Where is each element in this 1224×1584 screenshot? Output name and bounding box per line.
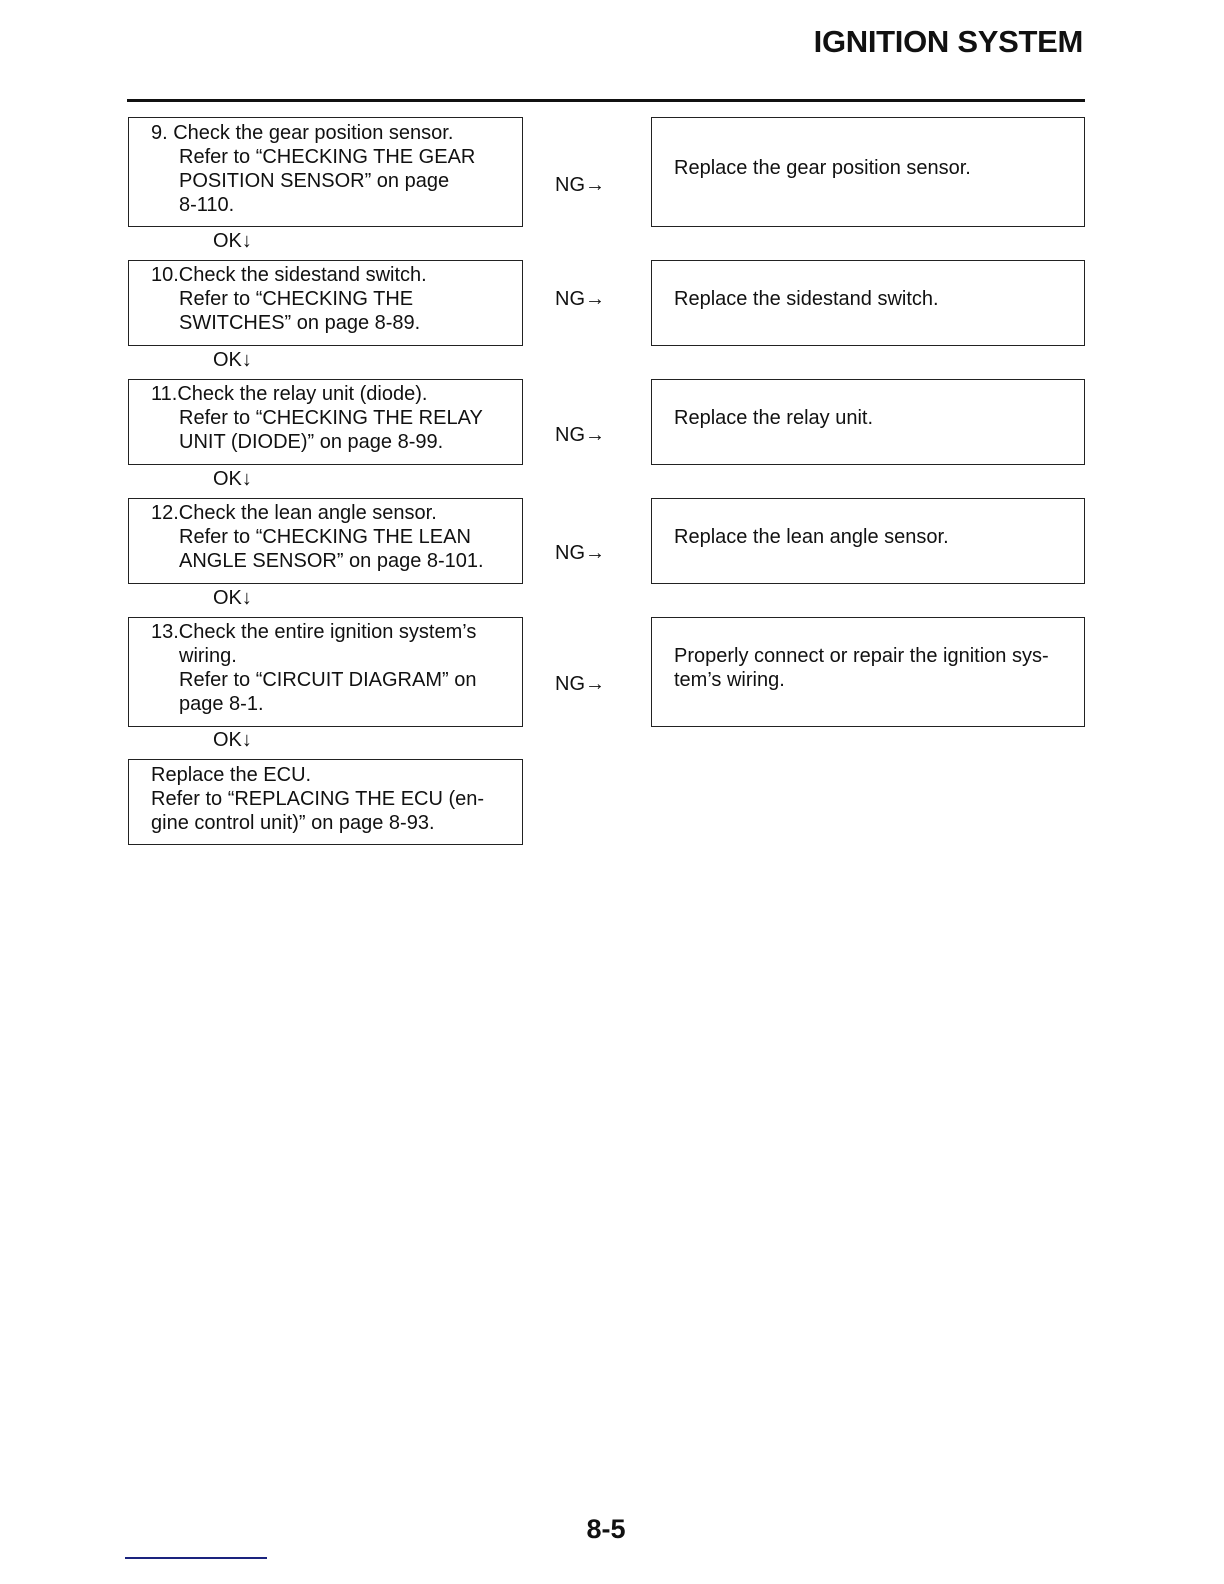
ng-arrow: NG→	[555, 424, 605, 446]
step-text: 13.Check the entire ignition system’s	[151, 621, 477, 643]
step-text: UNIT (DIODE)” on page 8-99.	[179, 431, 444, 453]
step-text: POSITION SENSOR” on page	[179, 170, 450, 192]
action-text: Properly connect or repair the ignition sys-	[674, 645, 1049, 667]
footer-link-line	[125, 1557, 267, 1559]
page-number: 8-5	[586, 1514, 626, 1544]
action-text: tem’s wiring.	[674, 669, 785, 691]
action-text: Replace the relay unit.	[674, 407, 874, 429]
step-text: 9. Check the gear position sensor.	[151, 122, 454, 144]
ok-arrow: OK↓	[213, 468, 252, 490]
step-text: page 8-1.	[179, 693, 264, 715]
step-text: Refer to “CHECKING THE	[179, 288, 414, 310]
ok-arrow: OK↓	[213, 729, 252, 751]
step-text: Refer to “CHECKING THE GEAR	[179, 146, 476, 168]
step-text: Refer to “CHECKING THE RELAY	[179, 407, 483, 429]
action-text: Replace the gear position sensor.	[674, 157, 971, 179]
final-text: Replace the ECU.	[151, 764, 312, 786]
step-text: 12.Check the lean angle sensor.	[151, 502, 437, 524]
step-text: ANGLE SENSOR” on page 8-101.	[179, 550, 484, 572]
header-rule	[127, 99, 1085, 102]
step-text: 11.Check the relay unit (diode).	[151, 383, 428, 405]
step-text: Refer to “CHECKING THE LEAN	[179, 526, 471, 548]
final-text: gine control unit)” on page 8-93.	[151, 812, 435, 834]
step-text: Refer to “CIRCUIT DIAGRAM” on	[179, 669, 477, 691]
ng-arrow: NG→	[555, 673, 605, 695]
step-text: SWITCHES” on page 8-89.	[179, 312, 421, 334]
ng-arrow: NG→	[555, 174, 605, 196]
step-text: 8-110.	[179, 194, 235, 216]
action-text: Replace the lean angle sensor.	[674, 526, 949, 548]
ok-arrow: OK↓	[213, 349, 252, 371]
ok-arrow: OK↓	[213, 587, 252, 609]
section-title: IGNITION SYSTEM	[813, 24, 1083, 59]
ok-arrow: OK↓	[213, 230, 252, 252]
action-text: Replace the sidestand switch.	[674, 288, 939, 310]
step-text: 10.Check the sidestand switch.	[151, 264, 427, 286]
ng-arrow: NG→	[555, 288, 605, 310]
step-text: wiring.	[179, 645, 237, 667]
final-text: Refer to “REPLACING THE ECU (en-	[151, 788, 485, 810]
ng-arrow: NG→	[555, 542, 605, 564]
